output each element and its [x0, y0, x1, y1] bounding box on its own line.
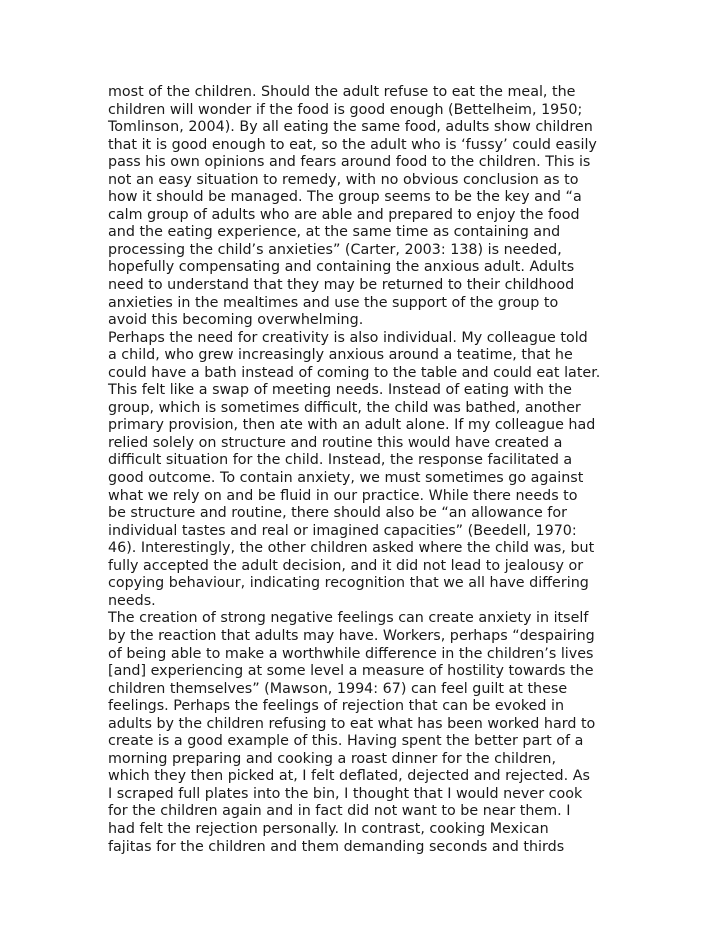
text-line: good outcome. To contain anxiety, we must sometimes go against — [108, 470, 584, 487]
text-line: not an easy situation to remedy, with no obvious conclusion as to — [108, 171, 579, 188]
text-line: relied solely on structure and routine this would have created a — [108, 434, 563, 451]
text-line: adults by the children refusing to eat what has been worked hard to — [108, 715, 596, 732]
text-line: create is a good example of this. Having spent the better part of a — [108, 733, 584, 750]
text-line: need to understand that they may be returned to their childhood — [108, 277, 575, 294]
text-line: hopefully compensating and containing the anxious adult. Adults — [108, 259, 575, 276]
text-line: avoid this becoming overwhelming. — [108, 312, 364, 329]
text-line: copying behaviour, indicating recognition that we all have differing — [108, 575, 589, 592]
text-line: children will wonder if the food is good enough (Bettelheim, 1950; — [108, 101, 583, 118]
text-line: children themselves” (Mawson, 1994: 67) can feel guilt at these — [108, 680, 568, 697]
paragraph — [108, 330, 708, 611]
text-line: 46). Interestingly, the other children asked where the child was, but — [108, 540, 595, 557]
text-line: for the children again and in fact did not want to be near them. I — [108, 803, 571, 820]
text-line: fully accepted the adult decision, and it did not lead to jealousy or — [108, 557, 584, 574]
paragraph — [108, 610, 708, 856]
text-line: that it is good enough to eat, so the adult who is ‘fussy’ could easily — [108, 136, 597, 153]
text-line: had felt the rejection personally. In contrast, cooking Mexican — [108, 820, 549, 837]
paragraph — [108, 84, 708, 330]
text-line: most of the children. Should the adult refuse to eat the meal, the — [108, 84, 576, 100]
text-line: feelings. Perhaps the feelings of rejection that can be evoked in — [108, 698, 565, 715]
text-line: by the reaction that adults may have. Workers, perhaps “despairing — [108, 627, 595, 644]
text-line: which they then picked at, I felt deflated, dejected and rejected. As — [108, 768, 590, 785]
text-line: Tomlinson, 2004). By all eating the same food, adults show children — [108, 119, 593, 136]
text-line: processing the child’s anxieties” (Carter, 2003: 138) is needed, — [108, 241, 562, 258]
text-line: how it should be managed. The group seems to be the key and “a — [108, 189, 582, 206]
text-line: of being able to make a worthwhile difference in the children’s lives — [108, 645, 594, 662]
text-line: be structure and routine, there should also be “an allowance for — [108, 505, 567, 522]
text-line: could have a bath instead of coming to the table and could eat later. — [108, 364, 601, 381]
text-line: primary provision, then ate with an adult alone. If my colleague had — [108, 417, 596, 434]
text-line: group, which is sometimes difficult, the child was bathed, another — [108, 399, 581, 416]
text-line: fajitas for the children and them demanding seconds and thirds — [108, 838, 565, 855]
text-line: I scraped full plates into the bin, I thought that I would never cook — [108, 785, 583, 802]
text-line: individual tastes and real or imagined capacities” (Beedell, 1970: — [108, 522, 577, 539]
text-line: pass his own opinions and fears around food to the children. This is — [108, 154, 591, 171]
text-line: calm group of adults who are able and prepared to enjoy the food — [108, 206, 580, 223]
body-text — [108, 84, 708, 856]
text-line: This felt like a swap of meeting needs. Instead of eating with the — [108, 382, 572, 399]
document-page — [108, 84, 708, 856]
text-line: [and] experiencing at some level a measure of hostility towards the — [108, 663, 594, 680]
text-line: a child, who grew increasingly anxious around a teatime, that he — [108, 347, 573, 364]
text-line: anxieties in the mealtimes and use the support of the group to — [108, 294, 559, 311]
text-line: what we rely on and be fluid in our practice. While there needs to — [108, 487, 578, 504]
text-line: and the eating experience, at the same time as containing and — [108, 224, 561, 241]
text-line: Perhaps the need for creativity is also individual. My colleague told — [108, 329, 588, 346]
text-line: morning preparing and cooking a roast dinner for the children, — [108, 750, 557, 767]
text-line: difficult situation for the child. Instead, the response facilitated a — [108, 452, 573, 469]
text-line: needs. — [108, 592, 156, 609]
text-line: The creation of strong negative feelings can create anxiety in itself — [108, 610, 589, 627]
